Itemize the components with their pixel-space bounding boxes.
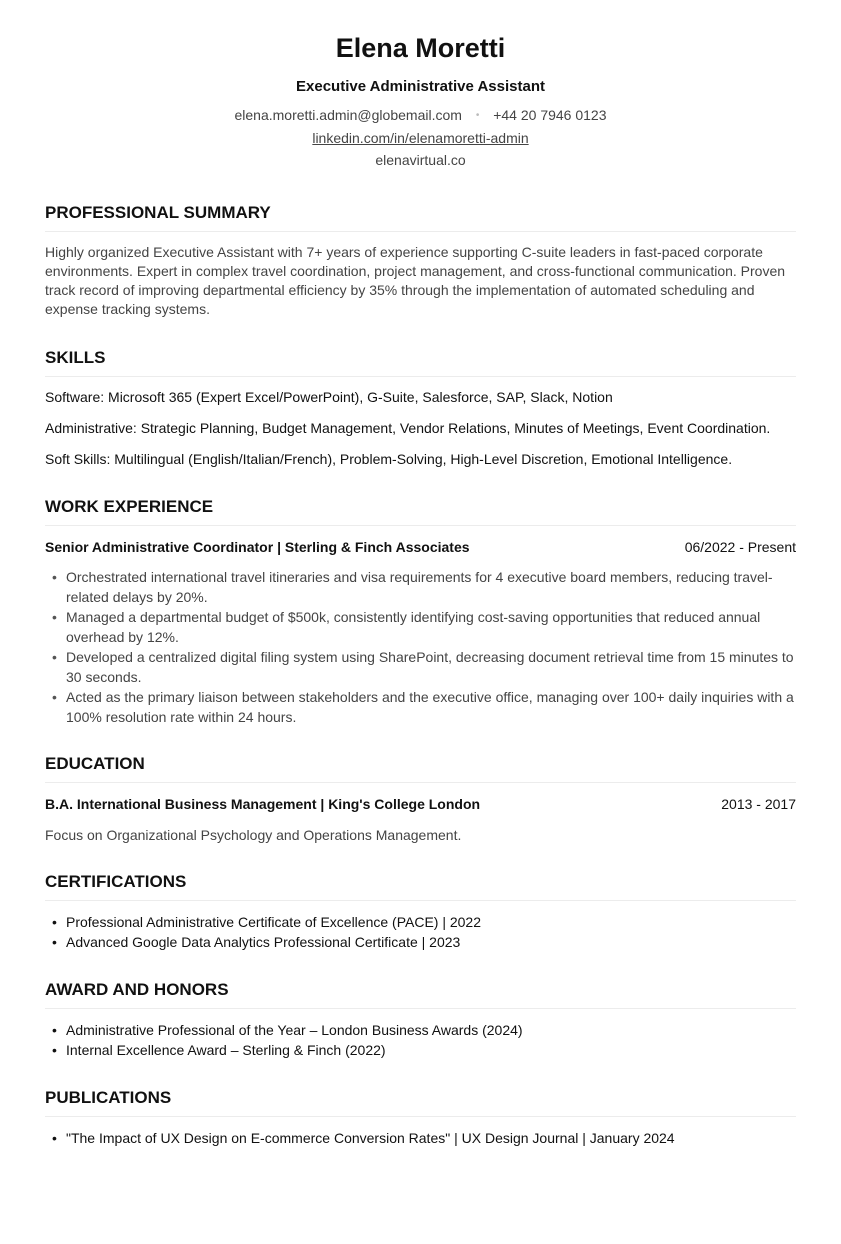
- website-link[interactable]: elenavirtual.co: [375, 152, 466, 169]
- job-title: Executive Administrative Assistant: [296, 78, 545, 95]
- awards-list: [45, 1020, 796, 1060]
- section-heading-awards: AWARD AND HONORS: [45, 980, 796, 1009]
- candidate-name: Elena Moretti: [335, 33, 506, 63]
- email-link[interactable]: elena.moretti.admin@globemail.com: [234, 107, 462, 123]
- resume-header: [45, 0, 796, 169]
- education-description: Focus on Organizational Psychology and Operations Management.: [45, 827, 462, 844]
- skill-line-software: Software: Microsoft 365 (Expert Excel/PowerPoint), G-Suite, Salesforce, SAP, Slack, Notion: [45, 389, 613, 406]
- list-item: • "The Impact of UX Design on E-commerce Conversion Rates" | UX Design Journal | January 2024: [45, 1128, 796, 1148]
- skills-section: [45, 348, 796, 468]
- section-heading-skills: SKILLS: [45, 348, 796, 377]
- section-heading-summary: PROFESSIONAL SUMMARY: [45, 203, 796, 232]
- summary-text: Highly organized Executive Assistant with 7+ years of experience supporting C-suite leaders in fast-paced corporate environments. Expert in complex travel coordination, project management, and cross-functional communication. Proven track record of improving departmental efficiency by 35% through the implementation of automated scheduling and expense tracking systems.: [45, 244, 786, 318]
- list-item: • Acted as the primary liaison between stakeholders and the executive office, managing over 100+ daily inquiries with a 100% resolution rate within 24 hours.: [45, 687, 796, 727]
- list-item: • Professional Administrative Certificate of Excellence (PACE) | 2022: [45, 912, 796, 932]
- education-entry-header: [45, 795, 796, 813]
- work-entry-header: [45, 538, 796, 556]
- publications-section: [45, 1088, 796, 1148]
- linkedin-link[interactable]: linkedin.com/in/elenamoretti-admin: [312, 130, 529, 147]
- list-item: • Developed a centralized digital filing system using SharePoint, decreasing document retrieval time from 15 minutes to 30 seconds.: [45, 647, 796, 687]
- list-item: • Internal Excellence Award – Sterling & Finch (2022): [45, 1040, 796, 1060]
- list-item: • Managed a departmental budget of $500k, consistently identifying cost-saving opportunities that reduced annual overhead by 12%.: [45, 607, 796, 647]
- section-heading-certifications: CERTIFICATIONS: [45, 872, 796, 901]
- list-item: • Advanced Google Data Analytics Professional Certificate | 2023: [45, 932, 796, 952]
- section-heading-publications: PUBLICATIONS: [45, 1088, 796, 1117]
- summary-section: [45, 203, 796, 319]
- education-degree: B.A. International Business Management | King's College London: [45, 796, 481, 813]
- work-dates: 06/2022 - Present: [684, 539, 796, 556]
- contact-row: [45, 106, 796, 125]
- skill-line-soft-skills: Soft Skills: Multilingual (English/Italian/French), Problem-Solving, High-Level Discretion, Emotional Intelligence.: [45, 451, 733, 468]
- work-role: Senior Administrative Coordinator | Sterling & Finch Associates: [45, 539, 470, 556]
- section-heading-work: WORK EXPERIENCE: [45, 497, 796, 526]
- phone-number: +44 20 7946 0123: [493, 107, 607, 123]
- work-experience-section: [45, 497, 796, 727]
- skill-line-administrative: Administrative: Strategic Planning, Budget Management, Vendor Relations, Minutes of Meetings, Event Coordination.: [45, 420, 771, 437]
- education-section: [45, 754, 796, 844]
- section-heading-education: EDUCATION: [45, 754, 796, 783]
- education-dates: 2013 - 2017: [721, 796, 796, 813]
- certifications-section: [45, 872, 796, 952]
- list-item: • Administrative Professional of the Year – London Business Awards (2024): [45, 1020, 796, 1040]
- contact-separator: •: [475, 110, 480, 122]
- awards-section: [45, 980, 796, 1060]
- work-bullets: [45, 567, 796, 727]
- publications-list: [45, 1128, 796, 1148]
- skills-list: [45, 388, 796, 468]
- list-item: • Orchestrated international travel itineraries and visa requirements for 4 executive board members, reducing travel-related delays by 20%.: [45, 567, 796, 607]
- certifications-list: [45, 912, 796, 952]
